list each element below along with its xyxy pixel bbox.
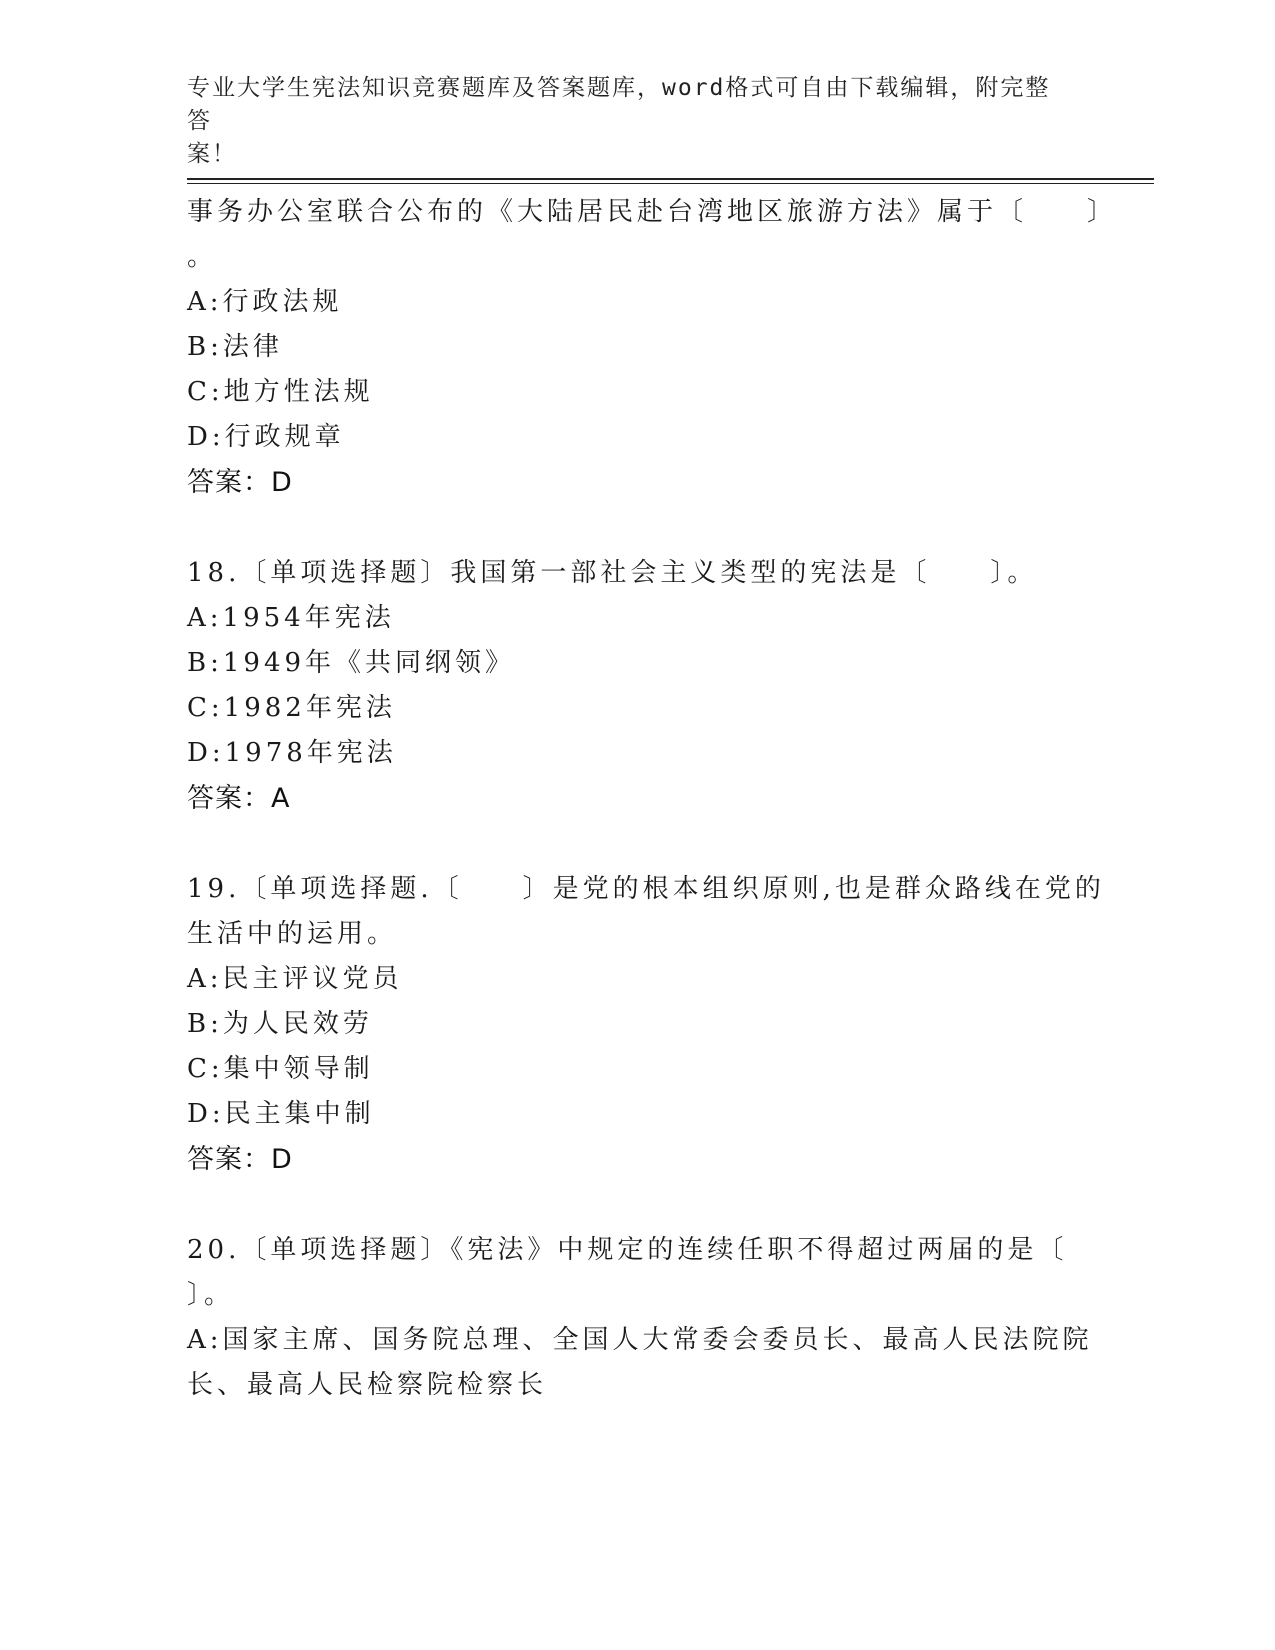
option-a: A:民主评议党员 <box>187 964 403 994</box>
answer-line: 答案：D <box>187 467 293 498</box>
question-stem-line: 〕。 <box>187 1280 235 1310</box>
document-header-title <box>187 72 1057 171</box>
header-rule-thin <box>187 183 1154 184</box>
answer-line: 答案：A <box>187 783 291 814</box>
option-a: A:国家主席、国务院总理、全国人大常委会委员长、最高人民法院院 <box>187 1325 1093 1355</box>
option-d: D:民主集中制 <box>187 1099 375 1129</box>
question-17 <box>187 190 1118 506</box>
option-b: B:为人民效劳 <box>187 1009 373 1039</box>
question-20 <box>187 1228 1093 1408</box>
option-d: D:1978年宪法 <box>187 738 397 768</box>
question-stem-line: 19.〔单项选择题.〔 〕是党的根本组织原则,也是群众路线在党的 <box>187 874 1105 904</box>
question-spacer <box>187 506 1077 551</box>
question-stem-line: 18.〔单项选择题〕我国第一部社会主义类型的宪法是〔 〕。 <box>187 558 1038 588</box>
question-19 <box>187 867 1105 1183</box>
option-b: B:1949年《共同纲领》 <box>187 648 516 678</box>
option-a: A:行政法规 <box>187 287 343 317</box>
answer-line: 答案：D <box>187 1144 293 1175</box>
option-a-continued: 长、最高人民检察院检察长 <box>187 1370 548 1400</box>
header-title-line-1: 专业大学生宪法知识竞赛题库及答案题库，word格式可自由下载编辑，附完整答 <box>187 75 1051 134</box>
option-c: C:地方性法规 <box>187 377 374 407</box>
option-b: B:法律 <box>187 332 283 362</box>
question-spacer <box>187 822 1077 867</box>
question-stem-line: 20.〔单项选择题〕《宪法》中规定的连续任职不得超过两届的是〔 <box>187 1235 1068 1265</box>
question-spacer <box>187 1183 1077 1228</box>
option-c: C:集中领导制 <box>187 1054 374 1084</box>
question-stem-line: 生活中的运用。 <box>187 919 398 949</box>
option-d: D:行政规章 <box>187 422 345 452</box>
question-stem-line: 。 <box>187 242 218 272</box>
question-18 <box>187 551 1077 822</box>
question-stem-line: 事务办公室联合公布的《大陆居民赴台湾地区旅游方法》属于〔 〕 <box>187 197 1118 227</box>
header-rule-thick <box>187 178 1154 180</box>
header-title-line-2: 案！ <box>187 141 237 167</box>
option-a: A:1954年宪法 <box>187 603 395 633</box>
option-c: C:1982年宪法 <box>187 693 396 723</box>
question-list <box>187 190 1118 1408</box>
